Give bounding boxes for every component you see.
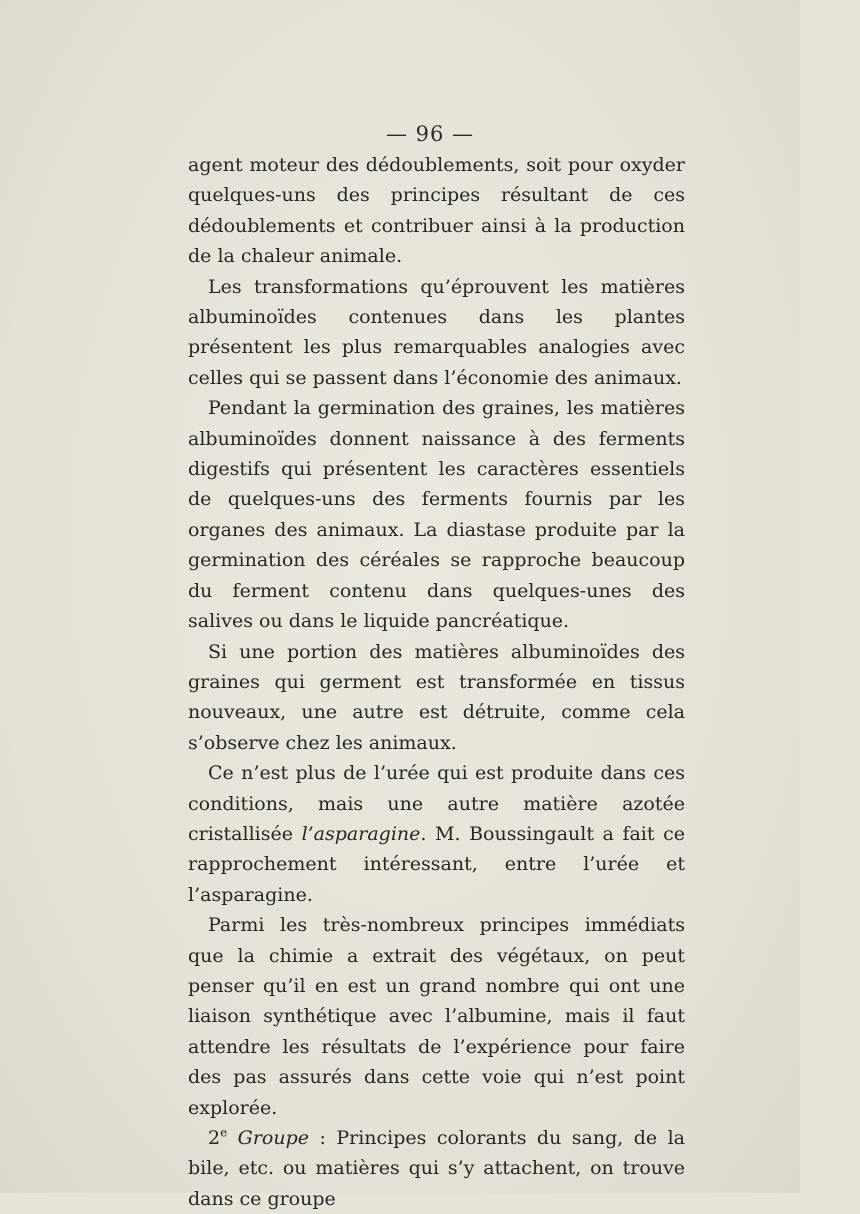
paragraph-6: Parmi les très-nombreux principes immédiats que la chimie a extrait des végétaux, on peut penser qu’il en est un grand nombre qui ont une liaison synthétique avec l’albumine, mais il faut attendre les résultats de l’expérience pour faire des pas assurés dans cette voie qui n’est point explorée. [188, 914, 685, 1119]
asparagine-term: l’asparagine [301, 822, 421, 845]
paragraph-5-end: . M. Boussingault a fait ce rapprochement intéressant, entre l’urée et l’asparagine. [188, 822, 685, 906]
body-text [188, 150, 685, 1214]
paragraph-2: Les transformations qu’éprouvent les matières albuminoïdes contenues dans les plantes présentent les plus remarquables analogies avec celles qui se passent dans l’économie des animaux. [188, 275, 685, 389]
group-ordinal: e [220, 1125, 228, 1140]
paragraph-3: Pendant la germination des graines, les matières albuminoïdes donnent naissance à des ferments digestifs qui présentent les caractères essentiels de quelques-uns des ferments fournis par les organes des animaux. La diastase produite par la germination des céréales se rapproche beaucoup du ferment contenu dans quelques-unes des salives ou dans le liquide pancréatique. [188, 397, 685, 633]
paragraph-4: Si une portion des matières albuminoïdes des graines qui germent est transformée en tissus nouveaux, une autre est détruite, comme cela s’observe chez les animaux. [188, 640, 685, 754]
paragraph-5-start: Ce n’est plus de l’urée qui est produite dans ces conditions, mais une autre matière azotée cristallisée [188, 762, 685, 845]
group-description: : Principes colorants du sang, de la bile, etc. ou matières qui s’y attachent, on trouve dans ce groupe [188, 1127, 686, 1210]
group-label: Groupe [237, 1127, 310, 1149]
page-number: — 96 — [385, 122, 475, 146]
paragraph-5 [188, 758, 685, 910]
paragraph-1: agent moteur des dédoublements, soit pour oxyder quelques-uns des principes résultant de ces dédoublements et contribuer ainsi à la production de la chaleur animale. [188, 154, 685, 268]
group-number: 2 [208, 1127, 221, 1149]
paragraph-7 [188, 1123, 685, 1214]
